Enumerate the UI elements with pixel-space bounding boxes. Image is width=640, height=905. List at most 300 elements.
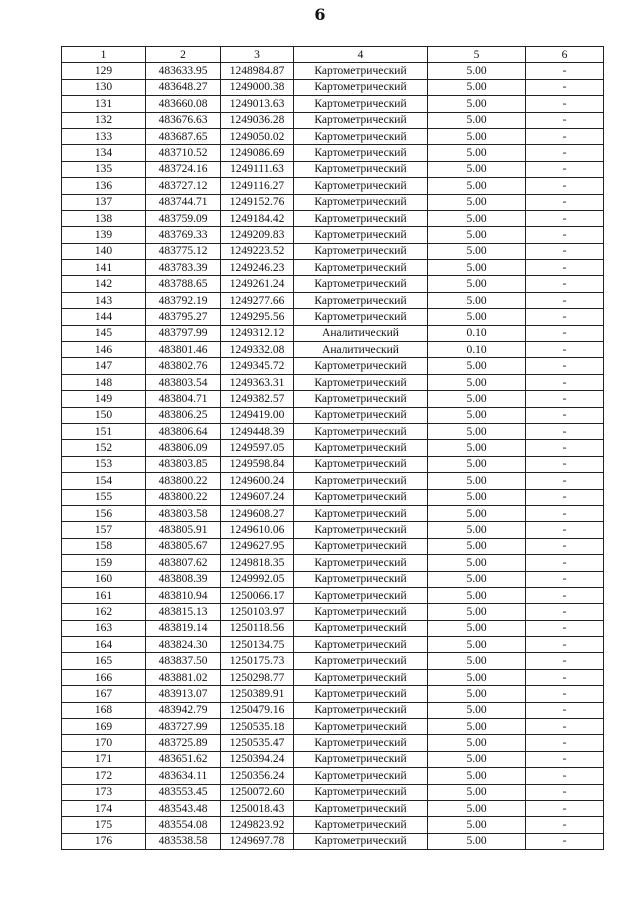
table-row bbox=[62, 800, 604, 816]
table-row bbox=[62, 538, 604, 554]
description-cell: - bbox=[526, 719, 604, 735]
accuracy-cell: 5.00 bbox=[428, 751, 526, 767]
point-number-cell: 168 bbox=[62, 702, 146, 718]
method-cell: Картометрический bbox=[294, 784, 428, 800]
table-row bbox=[62, 325, 604, 341]
description-cell: - bbox=[526, 522, 604, 538]
method-cell: Картометрический bbox=[294, 178, 428, 194]
point-number-cell: 146 bbox=[62, 342, 146, 358]
x-coordinate-cell: 483803.85 bbox=[146, 456, 221, 472]
method-cell: Картометрический bbox=[294, 423, 428, 439]
method-cell: Картометрический bbox=[294, 538, 428, 554]
accuracy-cell: 5.00 bbox=[428, 768, 526, 784]
point-number-cell: 138 bbox=[62, 210, 146, 226]
x-coordinate-cell: 483759.09 bbox=[146, 210, 221, 226]
method-cell: Картометрический bbox=[294, 489, 428, 505]
method-cell: Картометрический bbox=[294, 276, 428, 292]
y-coordinate-cell: 1250356.24 bbox=[221, 768, 294, 784]
accuracy-cell: 5.00 bbox=[428, 538, 526, 554]
description-cell: - bbox=[526, 227, 604, 243]
table-row bbox=[62, 423, 604, 439]
description-cell: - bbox=[526, 571, 604, 587]
accuracy-cell: 5.00 bbox=[428, 210, 526, 226]
x-coordinate-cell: 483792.19 bbox=[146, 292, 221, 308]
y-coordinate-cell: 1250175.73 bbox=[221, 653, 294, 669]
point-number-cell: 152 bbox=[62, 440, 146, 456]
x-coordinate-cell: 483824.30 bbox=[146, 637, 221, 653]
description-cell: - bbox=[526, 817, 604, 833]
y-coordinate-cell: 1249610.06 bbox=[221, 522, 294, 538]
y-coordinate-cell: 1249607.24 bbox=[221, 489, 294, 505]
method-cell: Картометрический bbox=[294, 522, 428, 538]
y-coordinate-cell: 1249050.02 bbox=[221, 128, 294, 144]
accuracy-cell: 5.00 bbox=[428, 407, 526, 423]
accuracy-cell: 0.10 bbox=[428, 342, 526, 358]
accuracy-cell: 5.00 bbox=[428, 505, 526, 521]
method-cell: Картометрический bbox=[294, 374, 428, 390]
accuracy-cell: 5.00 bbox=[428, 243, 526, 259]
column-header: 2 bbox=[146, 47, 221, 63]
y-coordinate-cell: 1249697.78 bbox=[221, 833, 294, 849]
method-cell: Картометрический bbox=[294, 112, 428, 128]
x-coordinate-cell: 483727.99 bbox=[146, 719, 221, 735]
accuracy-cell: 5.00 bbox=[428, 374, 526, 390]
y-coordinate-cell: 1249627.95 bbox=[221, 538, 294, 554]
x-coordinate-cell: 483806.25 bbox=[146, 407, 221, 423]
table-row bbox=[62, 489, 604, 505]
x-coordinate-cell: 483802.76 bbox=[146, 358, 221, 374]
y-coordinate-cell: 1249448.39 bbox=[221, 423, 294, 439]
method-cell: Картометрический bbox=[294, 473, 428, 489]
description-cell: - bbox=[526, 456, 604, 472]
accuracy-cell: 5.00 bbox=[428, 637, 526, 653]
y-coordinate-cell: 1250103.97 bbox=[221, 604, 294, 620]
column-header: 6 bbox=[526, 47, 604, 63]
point-number-cell: 158 bbox=[62, 538, 146, 554]
description-cell: - bbox=[526, 669, 604, 685]
y-coordinate-cell: 1250134.75 bbox=[221, 637, 294, 653]
method-cell: Картометрический bbox=[294, 735, 428, 751]
point-number-cell: 156 bbox=[62, 505, 146, 521]
accuracy-cell: 5.00 bbox=[428, 555, 526, 571]
point-number-cell: 160 bbox=[62, 571, 146, 587]
y-coordinate-cell: 1249111.63 bbox=[221, 161, 294, 177]
y-coordinate-cell: 1249312.12 bbox=[221, 325, 294, 341]
x-coordinate-cell: 483783.39 bbox=[146, 260, 221, 276]
method-cell: Аналитический bbox=[294, 325, 428, 341]
accuracy-cell: 5.00 bbox=[428, 702, 526, 718]
table-row bbox=[62, 227, 604, 243]
x-coordinate-cell: 483634.11 bbox=[146, 768, 221, 784]
description-cell: - bbox=[526, 440, 604, 456]
page-number: 6 bbox=[314, 5, 326, 24]
y-coordinate-cell: 1249608.27 bbox=[221, 505, 294, 521]
x-coordinate-cell: 483660.08 bbox=[146, 96, 221, 112]
method-cell: Картометрический bbox=[294, 505, 428, 521]
method-cell: Картометрический bbox=[294, 719, 428, 735]
method-cell: Картометрический bbox=[294, 63, 428, 79]
x-coordinate-cell: 483775.12 bbox=[146, 243, 221, 259]
table-row bbox=[62, 702, 604, 718]
method-cell: Картометрический bbox=[294, 96, 428, 112]
y-coordinate-cell: 1249209.83 bbox=[221, 227, 294, 243]
table-row bbox=[62, 309, 604, 325]
table-row bbox=[62, 686, 604, 702]
method-cell: Картометрический bbox=[294, 358, 428, 374]
x-coordinate-cell: 483801.46 bbox=[146, 342, 221, 358]
x-coordinate-cell: 483807.62 bbox=[146, 555, 221, 571]
point-number-cell: 143 bbox=[62, 292, 146, 308]
description-cell: - bbox=[526, 276, 604, 292]
table-row bbox=[62, 555, 604, 571]
method-cell: Картометрический bbox=[294, 587, 428, 603]
table-row bbox=[62, 161, 604, 177]
y-coordinate-cell: 1249013.63 bbox=[221, 96, 294, 112]
accuracy-cell: 0.10 bbox=[428, 325, 526, 341]
accuracy-cell: 5.00 bbox=[428, 227, 526, 243]
point-number-cell: 159 bbox=[62, 555, 146, 571]
x-coordinate-cell: 483648.27 bbox=[146, 79, 221, 95]
table-row bbox=[62, 768, 604, 784]
y-coordinate-cell: 1249818.35 bbox=[221, 555, 294, 571]
x-coordinate-cell: 483727.12 bbox=[146, 178, 221, 194]
point-number-cell: 171 bbox=[62, 751, 146, 767]
description-cell: - bbox=[526, 358, 604, 374]
table-row bbox=[62, 342, 604, 358]
accuracy-cell: 5.00 bbox=[428, 292, 526, 308]
y-coordinate-cell: 1249295.56 bbox=[221, 309, 294, 325]
x-coordinate-cell: 483804.71 bbox=[146, 391, 221, 407]
method-cell: Картометрический bbox=[294, 702, 428, 718]
x-coordinate-cell: 483543.48 bbox=[146, 800, 221, 816]
description-cell: - bbox=[526, 604, 604, 620]
accuracy-cell: 5.00 bbox=[428, 686, 526, 702]
table-row bbox=[62, 440, 604, 456]
accuracy-cell: 5.00 bbox=[428, 473, 526, 489]
y-coordinate-cell: 1249261.24 bbox=[221, 276, 294, 292]
table-row bbox=[62, 522, 604, 538]
x-coordinate-cell: 483788.65 bbox=[146, 276, 221, 292]
y-coordinate-cell: 1249382.57 bbox=[221, 391, 294, 407]
x-coordinate-cell: 483724.16 bbox=[146, 161, 221, 177]
accuracy-cell: 5.00 bbox=[428, 719, 526, 735]
accuracy-cell: 5.00 bbox=[428, 358, 526, 374]
point-number-cell: 155 bbox=[62, 489, 146, 505]
accuracy-cell: 5.00 bbox=[428, 604, 526, 620]
table-row bbox=[62, 719, 604, 735]
y-coordinate-cell: 1249000.38 bbox=[221, 79, 294, 95]
method-cell: Картометрический bbox=[294, 292, 428, 308]
method-cell: Картометрический bbox=[294, 227, 428, 243]
x-coordinate-cell: 483815.13 bbox=[146, 604, 221, 620]
accuracy-cell: 5.00 bbox=[428, 423, 526, 439]
description-cell: - bbox=[526, 325, 604, 341]
point-number-cell: 139 bbox=[62, 227, 146, 243]
x-coordinate-cell: 483808.39 bbox=[146, 571, 221, 587]
accuracy-cell: 5.00 bbox=[428, 178, 526, 194]
y-coordinate-cell: 1249184.42 bbox=[221, 210, 294, 226]
description-cell: - bbox=[526, 489, 604, 505]
description-cell: - bbox=[526, 243, 604, 259]
y-coordinate-cell: 1250535.47 bbox=[221, 735, 294, 751]
table-row bbox=[62, 833, 604, 849]
accuracy-cell: 5.00 bbox=[428, 620, 526, 636]
method-cell: Картометрический bbox=[294, 79, 428, 95]
accuracy-cell: 5.00 bbox=[428, 391, 526, 407]
table-row bbox=[62, 587, 604, 603]
accuracy-cell: 5.00 bbox=[428, 260, 526, 276]
method-cell: Картометрический bbox=[294, 194, 428, 210]
method-cell: Картометрический bbox=[294, 686, 428, 702]
x-coordinate-cell: 483942.79 bbox=[146, 702, 221, 718]
column-header: 4 bbox=[294, 47, 428, 63]
method-cell: Картометрический bbox=[294, 604, 428, 620]
accuracy-cell: 5.00 bbox=[428, 571, 526, 587]
accuracy-cell: 5.00 bbox=[428, 800, 526, 816]
description-cell: - bbox=[526, 260, 604, 276]
method-cell: Картометрический bbox=[294, 800, 428, 816]
point-number-cell: 161 bbox=[62, 587, 146, 603]
y-coordinate-cell: 1249600.24 bbox=[221, 473, 294, 489]
point-number-cell: 166 bbox=[62, 669, 146, 685]
point-number-cell: 172 bbox=[62, 768, 146, 784]
table-row bbox=[62, 194, 604, 210]
description-cell: - bbox=[526, 653, 604, 669]
description-cell: - bbox=[526, 309, 604, 325]
x-coordinate-cell: 483805.91 bbox=[146, 522, 221, 538]
method-cell: Картометрический bbox=[294, 440, 428, 456]
accuracy-cell: 5.00 bbox=[428, 489, 526, 505]
accuracy-cell: 5.00 bbox=[428, 817, 526, 833]
y-coordinate-cell: 1249152.76 bbox=[221, 194, 294, 210]
description-cell: - bbox=[526, 735, 604, 751]
point-number-cell: 145 bbox=[62, 325, 146, 341]
method-cell: Картометрический bbox=[294, 571, 428, 587]
description-cell: - bbox=[526, 292, 604, 308]
y-coordinate-cell: 1250535.18 bbox=[221, 719, 294, 735]
accuracy-cell: 5.00 bbox=[428, 456, 526, 472]
y-coordinate-cell: 1249277.66 bbox=[221, 292, 294, 308]
table-row bbox=[62, 210, 604, 226]
accuracy-cell: 5.00 bbox=[428, 669, 526, 685]
table-row bbox=[62, 374, 604, 390]
point-number-cell: 137 bbox=[62, 194, 146, 210]
x-coordinate-cell: 483803.54 bbox=[146, 374, 221, 390]
x-coordinate-cell: 483553.45 bbox=[146, 784, 221, 800]
x-coordinate-cell: 483797.99 bbox=[146, 325, 221, 341]
x-coordinate-cell: 483805.67 bbox=[146, 538, 221, 554]
accuracy-cell: 5.00 bbox=[428, 194, 526, 210]
x-coordinate-cell: 483800.22 bbox=[146, 489, 221, 505]
accuracy-cell: 5.00 bbox=[428, 735, 526, 751]
y-coordinate-cell: 1249992.05 bbox=[221, 571, 294, 587]
column-header: 3 bbox=[221, 47, 294, 63]
method-cell: Картометрический bbox=[294, 161, 428, 177]
y-coordinate-cell: 1250389.91 bbox=[221, 686, 294, 702]
method-cell: Картометрический bbox=[294, 456, 428, 472]
description-cell: - bbox=[526, 145, 604, 161]
method-cell: Картометрический bbox=[294, 128, 428, 144]
column-header: 5 bbox=[428, 47, 526, 63]
x-coordinate-cell: 483837.50 bbox=[146, 653, 221, 669]
table-row bbox=[62, 751, 604, 767]
x-coordinate-cell: 483806.64 bbox=[146, 423, 221, 439]
table-row bbox=[62, 178, 604, 194]
y-coordinate-cell: 1249246.23 bbox=[221, 260, 294, 276]
x-coordinate-cell: 483676.63 bbox=[146, 112, 221, 128]
table-row bbox=[62, 112, 604, 128]
y-coordinate-cell: 1249116.27 bbox=[221, 178, 294, 194]
accuracy-cell: 5.00 bbox=[428, 63, 526, 79]
accuracy-cell: 5.00 bbox=[428, 309, 526, 325]
y-coordinate-cell: 1250018.43 bbox=[221, 800, 294, 816]
point-number-cell: 140 bbox=[62, 243, 146, 259]
y-coordinate-cell: 1250394.24 bbox=[221, 751, 294, 767]
y-coordinate-cell: 1249363.31 bbox=[221, 374, 294, 390]
description-cell: - bbox=[526, 79, 604, 95]
table-row bbox=[62, 96, 604, 112]
point-number-cell: 163 bbox=[62, 620, 146, 636]
description-cell: - bbox=[526, 538, 604, 554]
point-number-cell: 167 bbox=[62, 686, 146, 702]
table-row bbox=[62, 128, 604, 144]
description-cell: - bbox=[526, 423, 604, 439]
accuracy-cell: 5.00 bbox=[428, 276, 526, 292]
column-header: 1 bbox=[62, 47, 146, 63]
y-coordinate-cell: 1249332.08 bbox=[221, 342, 294, 358]
point-number-cell: 129 bbox=[62, 63, 146, 79]
method-cell: Картометрический bbox=[294, 653, 428, 669]
point-number-cell: 135 bbox=[62, 161, 146, 177]
coordinates-table bbox=[61, 46, 604, 850]
point-number-cell: 131 bbox=[62, 96, 146, 112]
description-cell: - bbox=[526, 63, 604, 79]
x-coordinate-cell: 483725.89 bbox=[146, 735, 221, 751]
table-row bbox=[62, 505, 604, 521]
table-row bbox=[62, 817, 604, 833]
point-number-cell: 157 bbox=[62, 522, 146, 538]
description-cell: - bbox=[526, 800, 604, 816]
table-body bbox=[62, 63, 604, 850]
point-number-cell: 136 bbox=[62, 178, 146, 194]
x-coordinate-cell: 483913.07 bbox=[146, 686, 221, 702]
x-coordinate-cell: 483819.14 bbox=[146, 620, 221, 636]
description-cell: - bbox=[526, 768, 604, 784]
table-row bbox=[62, 276, 604, 292]
description-cell: - bbox=[526, 210, 604, 226]
y-coordinate-cell: 1250479.16 bbox=[221, 702, 294, 718]
description-cell: - bbox=[526, 161, 604, 177]
y-coordinate-cell: 1249036.28 bbox=[221, 112, 294, 128]
accuracy-cell: 5.00 bbox=[428, 96, 526, 112]
x-coordinate-cell: 483651.62 bbox=[146, 751, 221, 767]
method-cell: Картометрический bbox=[294, 669, 428, 685]
accuracy-cell: 5.00 bbox=[428, 128, 526, 144]
point-number-cell: 173 bbox=[62, 784, 146, 800]
table-row bbox=[62, 243, 604, 259]
accuracy-cell: 5.00 bbox=[428, 833, 526, 849]
description-cell: - bbox=[526, 637, 604, 653]
point-number-cell: 165 bbox=[62, 653, 146, 669]
table-row bbox=[62, 79, 604, 95]
y-coordinate-cell: 1250072.60 bbox=[221, 784, 294, 800]
y-coordinate-cell: 1249419.00 bbox=[221, 407, 294, 423]
table-row bbox=[62, 63, 604, 79]
point-number-cell: 147 bbox=[62, 358, 146, 374]
description-cell: - bbox=[526, 194, 604, 210]
point-number-cell: 142 bbox=[62, 276, 146, 292]
table-row bbox=[62, 456, 604, 472]
y-coordinate-cell: 1249345.72 bbox=[221, 358, 294, 374]
description-cell: - bbox=[526, 342, 604, 358]
description-cell: - bbox=[526, 587, 604, 603]
point-number-cell: 176 bbox=[62, 833, 146, 849]
method-cell: Картометрический bbox=[294, 620, 428, 636]
method-cell: Аналитический bbox=[294, 342, 428, 358]
table-row bbox=[62, 620, 604, 636]
point-number-cell: 130 bbox=[62, 79, 146, 95]
accuracy-cell: 5.00 bbox=[428, 112, 526, 128]
method-cell: Картометрический bbox=[294, 145, 428, 161]
y-coordinate-cell: 1249086.69 bbox=[221, 145, 294, 161]
x-coordinate-cell: 483806.09 bbox=[146, 440, 221, 456]
method-cell: Картометрический bbox=[294, 210, 428, 226]
point-number-cell: 164 bbox=[62, 637, 146, 653]
method-cell: Картометрический bbox=[294, 817, 428, 833]
description-cell: - bbox=[526, 112, 604, 128]
description-cell: - bbox=[526, 833, 604, 849]
table-row bbox=[62, 735, 604, 751]
accuracy-cell: 5.00 bbox=[428, 145, 526, 161]
y-coordinate-cell: 1250066.17 bbox=[221, 587, 294, 603]
table-row bbox=[62, 784, 604, 800]
point-number-cell: 132 bbox=[62, 112, 146, 128]
point-number-cell: 151 bbox=[62, 423, 146, 439]
point-number-cell: 134 bbox=[62, 145, 146, 161]
accuracy-cell: 5.00 bbox=[428, 522, 526, 538]
table-row bbox=[62, 669, 604, 685]
method-cell: Картометрический bbox=[294, 751, 428, 767]
x-coordinate-cell: 483633.95 bbox=[146, 63, 221, 79]
description-cell: - bbox=[526, 702, 604, 718]
method-cell: Картометрический bbox=[294, 260, 428, 276]
description-cell: - bbox=[526, 407, 604, 423]
description-cell: - bbox=[526, 620, 604, 636]
x-coordinate-cell: 483803.58 bbox=[146, 505, 221, 521]
description-cell: - bbox=[526, 178, 604, 194]
y-coordinate-cell: 1250118.56 bbox=[221, 620, 294, 636]
x-coordinate-cell: 483769.33 bbox=[146, 227, 221, 243]
x-coordinate-cell: 483810.94 bbox=[146, 587, 221, 603]
accuracy-cell: 5.00 bbox=[428, 161, 526, 177]
x-coordinate-cell: 483795.27 bbox=[146, 309, 221, 325]
method-cell: Картометрический bbox=[294, 243, 428, 259]
method-cell: Картометрический bbox=[294, 391, 428, 407]
x-coordinate-cell: 483744.71 bbox=[146, 194, 221, 210]
point-number-cell: 144 bbox=[62, 309, 146, 325]
method-cell: Картометрический bbox=[294, 768, 428, 784]
accuracy-cell: 5.00 bbox=[428, 587, 526, 603]
table-row bbox=[62, 145, 604, 161]
description-cell: - bbox=[526, 751, 604, 767]
x-coordinate-cell: 483710.52 bbox=[146, 145, 221, 161]
table-row bbox=[62, 407, 604, 423]
table-row bbox=[62, 292, 604, 308]
point-number-cell: 170 bbox=[62, 735, 146, 751]
description-cell: - bbox=[526, 555, 604, 571]
point-number-cell: 154 bbox=[62, 473, 146, 489]
method-cell: Картометрический bbox=[294, 833, 428, 849]
